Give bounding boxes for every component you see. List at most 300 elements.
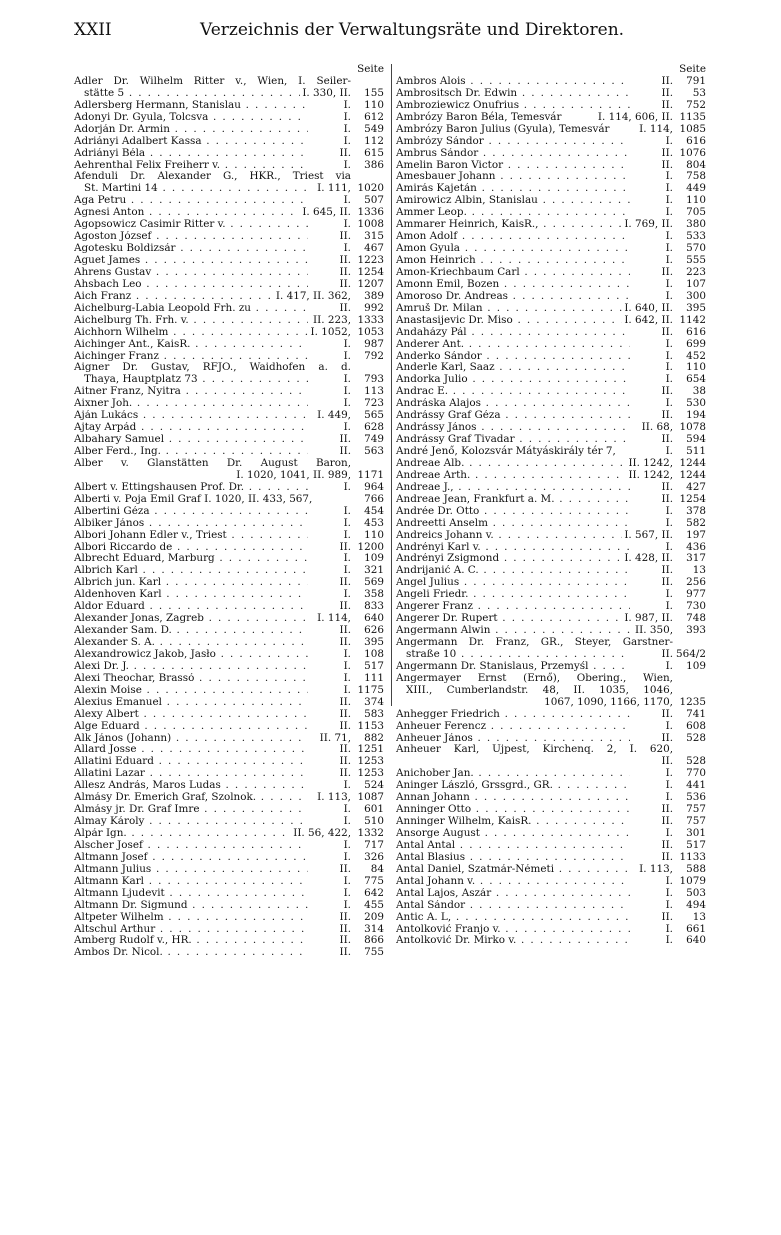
entry-page-number: 524 (364, 780, 384, 792)
entry-name: Adriányi Béla . . . (74, 148, 308, 160)
entry-volume-ref: II. (339, 434, 351, 446)
index-entry (74, 100, 384, 112)
entry-name: Ajtay Árpád . . . (74, 422, 308, 434)
entry-volume-ref: I. (343, 684, 351, 696)
entry-name: Adorján Dr. Ármin . . . (74, 124, 308, 136)
entry-volume-ref: I. (343, 219, 351, 231)
index-entry (74, 171, 384, 183)
entry-page-number: 536 (686, 792, 706, 804)
index-entry (74, 649, 384, 661)
index-entry (74, 482, 384, 494)
column-divider (391, 64, 392, 706)
index-entry (74, 410, 384, 422)
entry-page-number: 977 (686, 589, 706, 601)
index-entry (74, 697, 384, 709)
entry-page-number: 549 (364, 123, 384, 135)
entry-volume-ref: I. (343, 386, 351, 398)
entry-page-number: 588 (686, 863, 706, 875)
index-entry (396, 410, 706, 422)
index-entry (396, 267, 706, 279)
entry-volume-ref: I. (343, 899, 351, 911)
entry-page-number: 752 (686, 99, 706, 111)
entry-name: Ahrens Gustav . . . (74, 267, 308, 279)
entry-page-number: 528 (686, 755, 706, 768)
entry-volume-ref: I. (343, 398, 351, 410)
entry-volume-ref: I. (665, 923, 673, 935)
entry-name: Aldor Eduard . . . (74, 601, 308, 613)
index-entry (74, 673, 384, 685)
entry-volume-ref: I. (343, 553, 351, 565)
index-entry (396, 470, 706, 482)
entry-name: St. Martini 14 . . . (84, 183, 308, 195)
entry-volume-ref: II. 71, (319, 732, 351, 744)
entry-page-number: 1244 (679, 469, 706, 481)
entry-name: Alexi Theochar, Brassó . . . (74, 673, 308, 685)
index-entry (396, 542, 706, 554)
entry-volume-ref: I. (343, 875, 351, 887)
index-entry (74, 553, 384, 565)
page-header (74, 20, 710, 50)
entry-name: Ambos Dr. Nicol. . . . (74, 947, 308, 959)
entry-page-number: 256 (686, 577, 706, 589)
index-entry (396, 924, 706, 936)
entry-page-number: 654 (686, 374, 706, 386)
entry-name: Albrich jun. Karl . . . (74, 577, 308, 589)
entry-name: Agoston József . . . (74, 231, 308, 243)
entry-page-number: 1135 (679, 110, 706, 123)
entry-volume-ref: II. (339, 720, 351, 732)
entry-name: Andrac E. . . . (396, 386, 630, 398)
right-entry-list (396, 76, 706, 947)
entry-volume-ref: I. (665, 374, 673, 386)
entry-volume-ref: II. (339, 278, 351, 290)
index-entry (396, 291, 706, 303)
entry-name: Aigner Dr. Gustav, RFJO., Waidhofen a. d. (74, 361, 351, 374)
index-entry (74, 303, 384, 315)
index-entry (396, 327, 706, 339)
entry-page-number: 1076 (679, 147, 706, 159)
index-entry (74, 542, 384, 554)
entry-name: Almásy Dr. Emerich Graf, Szolnok. . . . (74, 792, 308, 804)
index-entry (396, 315, 706, 327)
index-entry (396, 530, 706, 542)
entry-volume-ref: I. (665, 135, 673, 147)
entry-name: Antolković Dr. Mirko v. . . . (396, 935, 630, 947)
entry-name: Amesbauer Johann . . . (396, 171, 630, 183)
entry-page-number: 13 (692, 911, 706, 923)
entry-name: Amon Heinrich . . . (396, 255, 630, 267)
index-entry (74, 864, 384, 876)
entry-page-number: 84 (370, 863, 384, 875)
index-entry (396, 780, 706, 792)
index-entry (396, 255, 706, 267)
entry-volume-ref: I. 113, (639, 863, 673, 875)
index-entry (396, 398, 706, 410)
entry-page-number: 1253 (357, 756, 384, 768)
entry-volume-ref: II. (339, 696, 351, 708)
entry-volume-ref: II. (339, 231, 351, 243)
seite-label: Seite (679, 63, 706, 75)
entry-name: Ambrus Sándor . . . (396, 148, 630, 160)
entry-volume-ref: I. (665, 601, 673, 613)
entry-volume-ref: II. (661, 493, 673, 505)
entry-page-number: 1253 (357, 768, 384, 780)
entry-name: Ambros Alois . . . (396, 76, 630, 88)
index-entry (74, 136, 384, 148)
index-entry (74, 935, 384, 947)
entry-name: straße 10 . . . (406, 649, 630, 661)
entry-page-number: 723 (364, 398, 384, 410)
entry-page-number: 640 (686, 935, 706, 947)
entry-volume-ref: II. (661, 804, 673, 816)
index-entry (396, 649, 706, 661)
entry-name: Amirowicz Albin, Stanislau . . . (396, 195, 630, 207)
entry-volume-ref: I. (665, 278, 673, 290)
index-entry (74, 721, 384, 733)
index-entry (396, 148, 706, 160)
entry-page-number: 749 (364, 434, 384, 446)
index-entry (396, 697, 706, 709)
entry-volume-ref: I. 330, II. (302, 87, 351, 99)
entry-name: Angermayer Ernst (Ernő), Obering., Wien, (396, 671, 673, 684)
entry-volume-ref: I. (343, 804, 351, 816)
index-entry (396, 422, 706, 434)
entry-page-number: 555 (686, 255, 706, 266)
entry-page-number: 13 (692, 565, 706, 577)
entry-page-number: 395 (686, 302, 706, 314)
entry-volume-ref: I. (665, 720, 673, 732)
entry-volume-ref: II. (661, 410, 673, 422)
entry-page-number: 717 (364, 839, 384, 851)
entry-name: Allatini Eduard . . . (74, 756, 308, 768)
index-entry (74, 613, 384, 625)
entry-name: Anheuer Karl, Ujpest, Kirchenq. 2, I. 620, (396, 743, 673, 756)
right-column (396, 64, 706, 947)
entry-volume-ref: I. (665, 243, 673, 255)
entry-name: Thaya, Hauptplatz 73 . . . (84, 374, 308, 386)
entry-page-number: 441 (686, 780, 706, 792)
entry-name: Alexander Jonas, Zagreb . . . (74, 613, 308, 625)
entry-volume-ref: II. (339, 266, 351, 278)
entry-name: Altmann Josef . . . (74, 852, 308, 864)
index-entry (74, 876, 384, 888)
entry-volume-ref: II. (661, 87, 673, 99)
index-entry (74, 195, 384, 207)
entry-page-number: 626 (364, 625, 384, 637)
entry-page-number: 1079 (679, 875, 706, 887)
entry-name: Alexin Moise . . . (74, 685, 308, 697)
index-entry (396, 303, 706, 315)
entry-volume-ref: II. (339, 947, 351, 959)
entry-name: Alexander Sam. D. . . . (74, 625, 308, 637)
entry-page-number: 38 (692, 386, 706, 398)
entry-volume-ref: II. (661, 99, 673, 111)
entry-name: Antal Daniel, Szatmár-Németi . . . (396, 864, 630, 876)
entry-name: Allesz András, Maros Ludas . . . (74, 780, 308, 792)
entry-volume-ref: II. (339, 744, 351, 756)
entry-volume-ref: I. (343, 135, 351, 147)
entry-name: Amirás Kajetán . . . (396, 183, 630, 195)
entry-page-number: 503 (686, 887, 706, 899)
entry-volume-ref: II. (339, 863, 351, 875)
index-entry (74, 124, 384, 136)
entry-page-number: 612 (364, 111, 384, 123)
entry-name: Antal Johann v. . . . (396, 876, 630, 888)
entry-volume-ref: I. 449, (317, 410, 351, 422)
index-entry (396, 900, 706, 912)
entry-page-number: 1175 (357, 684, 384, 696)
entry-volume-ref: II. 68, (641, 422, 673, 434)
entry-volume-ref: I. (665, 517, 673, 529)
entry-name: Agopsowicz Casimir Ritter v. . . . (74, 219, 308, 231)
index-entry (396, 804, 706, 816)
entry-page-number: 1008 (357, 219, 384, 231)
entry-volume-ref: I. (343, 816, 351, 828)
entry-page-number: 1087 (357, 792, 384, 804)
entry-page-number: 766 (364, 492, 384, 505)
index-entry (396, 171, 706, 183)
entry-volume-ref: II. (339, 708, 351, 720)
entry-name: Alscher Josef . . . (74, 840, 308, 852)
entry-volume-ref: I. (665, 362, 673, 374)
entry-name: Ansorge August . . . (396, 828, 630, 840)
entry-volume-ref: II. 1242, (628, 457, 673, 469)
left-entry-list (74, 76, 384, 959)
entry-volume-ref: I. (665, 875, 673, 887)
index-entry (396, 709, 706, 721)
entry-volume-ref: I. 1052, (310, 326, 351, 338)
entry-name: Andrássy Graf Tivadar . . . (396, 434, 630, 446)
entry-volume-ref: II. (661, 147, 673, 159)
entry-name: Angerer Franz . . . (396, 601, 630, 613)
index-entry (74, 494, 384, 506)
entry-name: Angerer Dr. Rupert . . . (396, 613, 630, 625)
index-entry (396, 112, 706, 124)
entry-name: Aichinger Franz . . . (74, 351, 308, 363)
entry-volume-ref: I. 114, 606, II. (597, 110, 673, 123)
entry-name: Andrényi Karl v. . . . (396, 542, 630, 554)
entry-name: Aguet James . . . (74, 255, 308, 267)
entry-page-number: 741 (686, 708, 706, 720)
index-entry (74, 88, 384, 100)
entry-page-number: 564/2 (676, 648, 706, 660)
index-entry (396, 673, 706, 685)
entry-name: Adler Dr. Wilhelm Ritter v., Wien, I. Seiler- (74, 74, 351, 87)
entry-volume-ref: I. (343, 660, 351, 672)
entry-name: Andrássy János . . . (396, 422, 630, 434)
entry-page-number: 358 (364, 589, 384, 601)
entry-name: Aldenhoven Karl . . . (74, 589, 308, 601)
entry-name: Anninger Otto . . . (396, 804, 630, 816)
entry-volume-ref: II. (661, 481, 673, 493)
entry-name: Antal Sándor . . . (396, 900, 630, 912)
entry-name: Alber v. Glanstätten Dr. August Baron, (74, 456, 351, 469)
entry-page-number: 110 (364, 99, 384, 111)
index-entry (396, 124, 706, 136)
entry-volume-ref: II. (339, 601, 351, 613)
entry-name: Aninger László, Grssgrd., GR. . . . (396, 780, 630, 792)
entry-page-number: 748 (686, 613, 706, 625)
entry-name: Allatini Lazar . . . (74, 768, 308, 780)
entry-name: Alberti v. Poja Emil Graf I. 1020, II. 433, 567, (74, 492, 313, 505)
index-entry (74, 589, 384, 601)
entry-name: Andreetti Anselm . . . (396, 518, 630, 530)
index-entry (396, 458, 706, 470)
index-entry (396, 816, 706, 828)
entry-name: Alpár Ign. . . . (74, 828, 308, 840)
entry-volume-ref: I. (343, 887, 351, 899)
entry-name: Agotesku Boldizsár . . . (74, 243, 308, 255)
entry-name: Amonn Emil, Bozen . . . (396, 279, 630, 291)
entry-volume-ref: I. 113, (317, 792, 351, 804)
entry-page-number: 53 (692, 87, 706, 99)
entry-name: Alexi Dr. J. . . . (74, 661, 308, 673)
index-entry (396, 219, 706, 231)
index-entry (396, 362, 706, 374)
entry-volume-ref: I. 987, II. (624, 613, 673, 625)
entry-volume-ref: I. (343, 648, 351, 660)
entry-page-number: 378 (686, 505, 706, 517)
entry-page-number: 1223 (357, 255, 384, 266)
entry-page-number: 569 (364, 577, 384, 589)
index-entry (74, 709, 384, 721)
entry-volume-ref: I. 640, II. (624, 302, 673, 314)
entry-volume-ref: I. 428, II. (624, 553, 673, 565)
entry-volume-ref: I. 417, II. 362, (275, 290, 351, 302)
entry-name: Andreics Johann v. . . . (396, 530, 630, 542)
entry-name: Albrich Karl . . . (74, 565, 308, 577)
index-entry (74, 207, 384, 219)
entry-volume-ref: I. (343, 99, 351, 111)
index-entry (74, 327, 384, 339)
entry-volume-ref: I. (665, 290, 673, 302)
entry-page-number: 616 (686, 326, 706, 338)
entry-name: Ambrózy Baron Béla, Temesvár (396, 110, 562, 123)
index-entry (74, 434, 384, 446)
entry-name: Anderer Ant. . . . (396, 339, 630, 351)
index-entry (396, 446, 706, 458)
index-entry (74, 279, 384, 291)
entry-name: Aixner Joh. . . . (74, 398, 308, 410)
entry-name: Almay Károly . . . (74, 816, 308, 828)
entry-page-number: 194 (686, 410, 706, 422)
entry-name: Alexandrowicz Jakob, Jasło . . . (74, 649, 308, 661)
entry-name: Andrijanić A. C. . . . (396, 565, 630, 577)
entry-name: Andreae J., . . . (396, 482, 630, 494)
index-entry (396, 207, 706, 219)
entry-volume-ref: II. (339, 911, 351, 923)
entry-page-number: 449 (686, 183, 706, 195)
entry-page-number: 389 (364, 290, 384, 302)
entry-page-number: 528 (686, 732, 706, 744)
entry-volume-ref: I. 114, (317, 613, 351, 625)
entry-name: Altmann Karl . . . (74, 876, 308, 888)
entry-page-number: 326 (364, 851, 384, 863)
entry-name: Anhegger Friedrich . . . (396, 709, 630, 721)
entry-page-number: 804 (686, 159, 706, 171)
entry-page-number: 755 (364, 947, 384, 959)
entry-page-number: 1251 (357, 744, 384, 756)
entry-name: Andrényi Zsigmond . . . (396, 553, 630, 565)
entry-volume-ref: I. (343, 243, 351, 255)
entry-name: Alber Ferd., Ing. . . . (74, 446, 308, 458)
entry-volume-ref: II. (339, 255, 351, 266)
entry-page-number: 110 (686, 195, 706, 207)
entry-name: Ambroziewicz Onufrius . . . (396, 100, 630, 112)
entry-volume-ref: I. (665, 768, 673, 780)
entry-page-number: 628 (364, 422, 384, 434)
entry-volume-ref: II. (661, 326, 673, 338)
entry-volume-ref: I. (343, 589, 351, 601)
entry-volume-ref: I. (343, 481, 351, 493)
entry-name: Albrecht Eduard, Marburg . . . (74, 553, 308, 565)
index-entry (396, 685, 706, 697)
entry-volume-ref: I. (665, 899, 673, 911)
index-entry (74, 804, 384, 816)
entry-page-number: 757 (686, 816, 706, 828)
entry-volume-ref: I. 1020, 1041, II. 989, (236, 468, 351, 481)
entry-page-number: 583 (364, 708, 384, 720)
entry-volume-ref: I. (665, 195, 673, 207)
index-entry (74, 362, 384, 374)
entry-volume-ref: II. (339, 446, 351, 457)
entry-page-number: 494 (686, 899, 706, 911)
entry-page-number: 563 (364, 446, 384, 457)
entry-page-number: 661 (686, 923, 706, 935)
index-entry (74, 912, 384, 924)
entry-name: Aitner Franz, Nyitra . . . (74, 386, 308, 398)
entry-volume-ref: II. (339, 147, 351, 159)
index-entry (396, 721, 706, 733)
index-entry (396, 792, 706, 804)
entry-page-number: 197 (686, 529, 706, 541)
index-entry (396, 589, 706, 601)
entry-volume-ref: I. (665, 398, 673, 410)
entry-page-number: 321 (364, 565, 384, 577)
entry-page-number: 866 (364, 935, 384, 947)
entry-name: Anninger Wilhelm, KaisR. . . . (396, 816, 630, 828)
entry-name: Amberg Rudolf v., HR. . . . (74, 935, 308, 947)
index-entry (74, 219, 384, 231)
entry-name: Angermann Dr. Stanislaus, Przemyśl . . . (396, 661, 630, 673)
entry-volume-ref: I. (343, 851, 351, 863)
entry-name: Ammer Leop. . . . (396, 207, 630, 219)
entry-page-number: 1142 (679, 314, 706, 326)
index-entry (74, 577, 384, 589)
entry-page-number: 533 (686, 231, 706, 243)
index-entry (396, 183, 706, 195)
index-entry (396, 912, 706, 924)
entry-name: Andreae Alb. . . . (396, 458, 630, 470)
entry-name: Alexander S. A. . . . (74, 637, 308, 649)
entry-name: Aich Franz . . . (74, 291, 308, 303)
index-entry (396, 386, 706, 398)
page-number: XXII (74, 20, 112, 40)
index-entry (396, 565, 706, 577)
entry-name: Ambrositsch Dr. Edwin . . . (396, 88, 630, 100)
entry-volume-ref: I. (343, 422, 351, 434)
entry-page-number: 1333 (357, 314, 384, 326)
entry-name: Ahsbach Leo . . . (74, 279, 308, 291)
entry-page-number: 833 (364, 601, 384, 613)
entry-name: Alk János (Johann) . . . (74, 733, 308, 745)
entry-volume-ref: II. (661, 266, 673, 278)
entry-page-number: 467 (364, 243, 384, 255)
seite-label: Seite (357, 63, 384, 75)
index-entry (74, 255, 384, 267)
entry-volume-ref: I. (665, 589, 673, 601)
index-entry (74, 840, 384, 852)
